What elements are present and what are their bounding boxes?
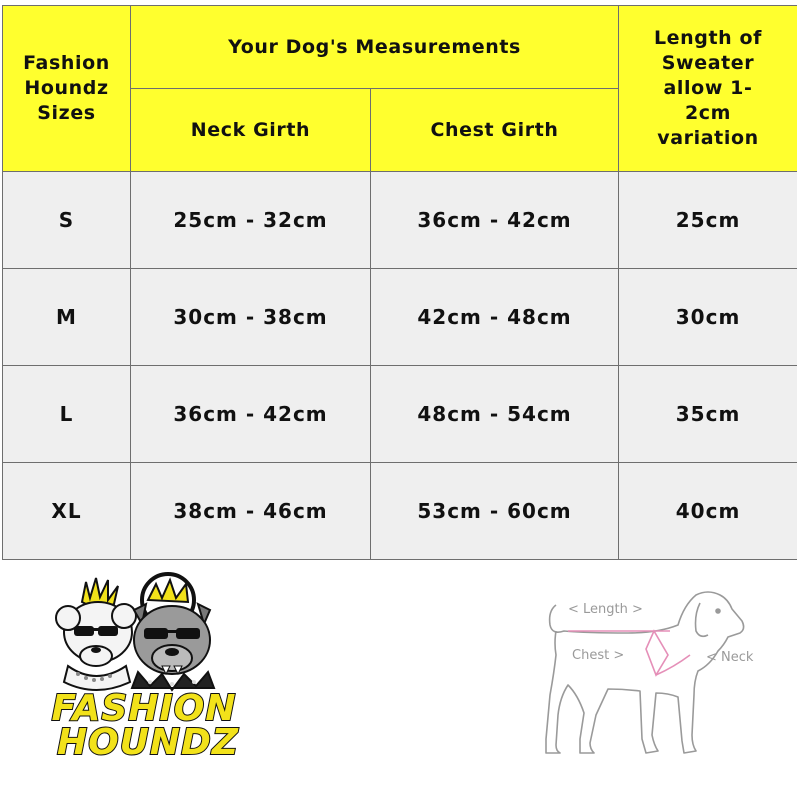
header-row-top <box>3 6 797 89</box>
chest-cell: 53cm - 60cm <box>371 463 619 560</box>
chest-header-cell <box>371 89 619 172</box>
size-chart-table <box>2 5 797 560</box>
neck-header-cell <box>131 89 371 172</box>
length-header-line: variation <box>657 127 759 149</box>
neck-label: < Neck <box>706 650 754 665</box>
table-row <box>3 463 797 560</box>
neck-cell: 30cm - 38cm <box>131 269 371 366</box>
chest-header: Chest Girth <box>430 118 559 141</box>
logo-line-1: FASHION <box>51 688 237 729</box>
neck-header: Neck Girth <box>190 118 311 141</box>
dog-measurement-diagram <box>528 585 768 760</box>
size-cell: XL <box>3 463 131 560</box>
length-cell: 25cm <box>619 172 797 269</box>
length-header-line: Sweater <box>661 52 755 74</box>
length-header-line: 2cm <box>684 102 732 124</box>
chest-cell: 42cm - 48cm <box>371 269 619 366</box>
table-row <box>3 269 797 366</box>
measurements-header-cell <box>131 6 619 89</box>
length-cell: 35cm <box>619 366 797 463</box>
chest-cell: 48cm - 54cm <box>371 366 619 463</box>
fashion-houndz-logo <box>38 570 253 760</box>
size-cell: M <box>3 269 131 366</box>
length-header-line: Length of <box>653 27 763 49</box>
length-label: < Length > <box>568 602 643 617</box>
length-cell: 40cm <box>619 463 797 560</box>
sizes-header-line: Fashion <box>23 52 110 74</box>
size-cell: L <box>3 366 131 463</box>
chest-cell: 36cm - 42cm <box>371 172 619 269</box>
length-header-line: allow 1- <box>663 77 753 99</box>
bulldog-icon <box>132 574 214 690</box>
neck-cell: 38cm - 46cm <box>131 463 371 560</box>
size-cell: S <box>3 172 131 269</box>
logo-line-2: HOUNDZ <box>56 722 240 760</box>
poodle-icon <box>56 578 136 690</box>
chest-label: Chest > <box>572 648 625 663</box>
table-row <box>3 172 797 269</box>
sizes-header-line: Houndz <box>24 77 109 99</box>
length-cell: 30cm <box>619 269 797 366</box>
length-header-cell <box>619 6 797 172</box>
neck-cell: 25cm - 32cm <box>131 172 371 269</box>
sizes-header-line: Sizes <box>37 102 96 124</box>
measurements-header: Your Dog's Measurements <box>228 35 521 58</box>
sizes-header-cell <box>3 6 131 172</box>
table-row <box>3 366 797 463</box>
logo-wordmark <box>52 688 240 760</box>
neck-cell: 36cm - 42cm <box>131 366 371 463</box>
